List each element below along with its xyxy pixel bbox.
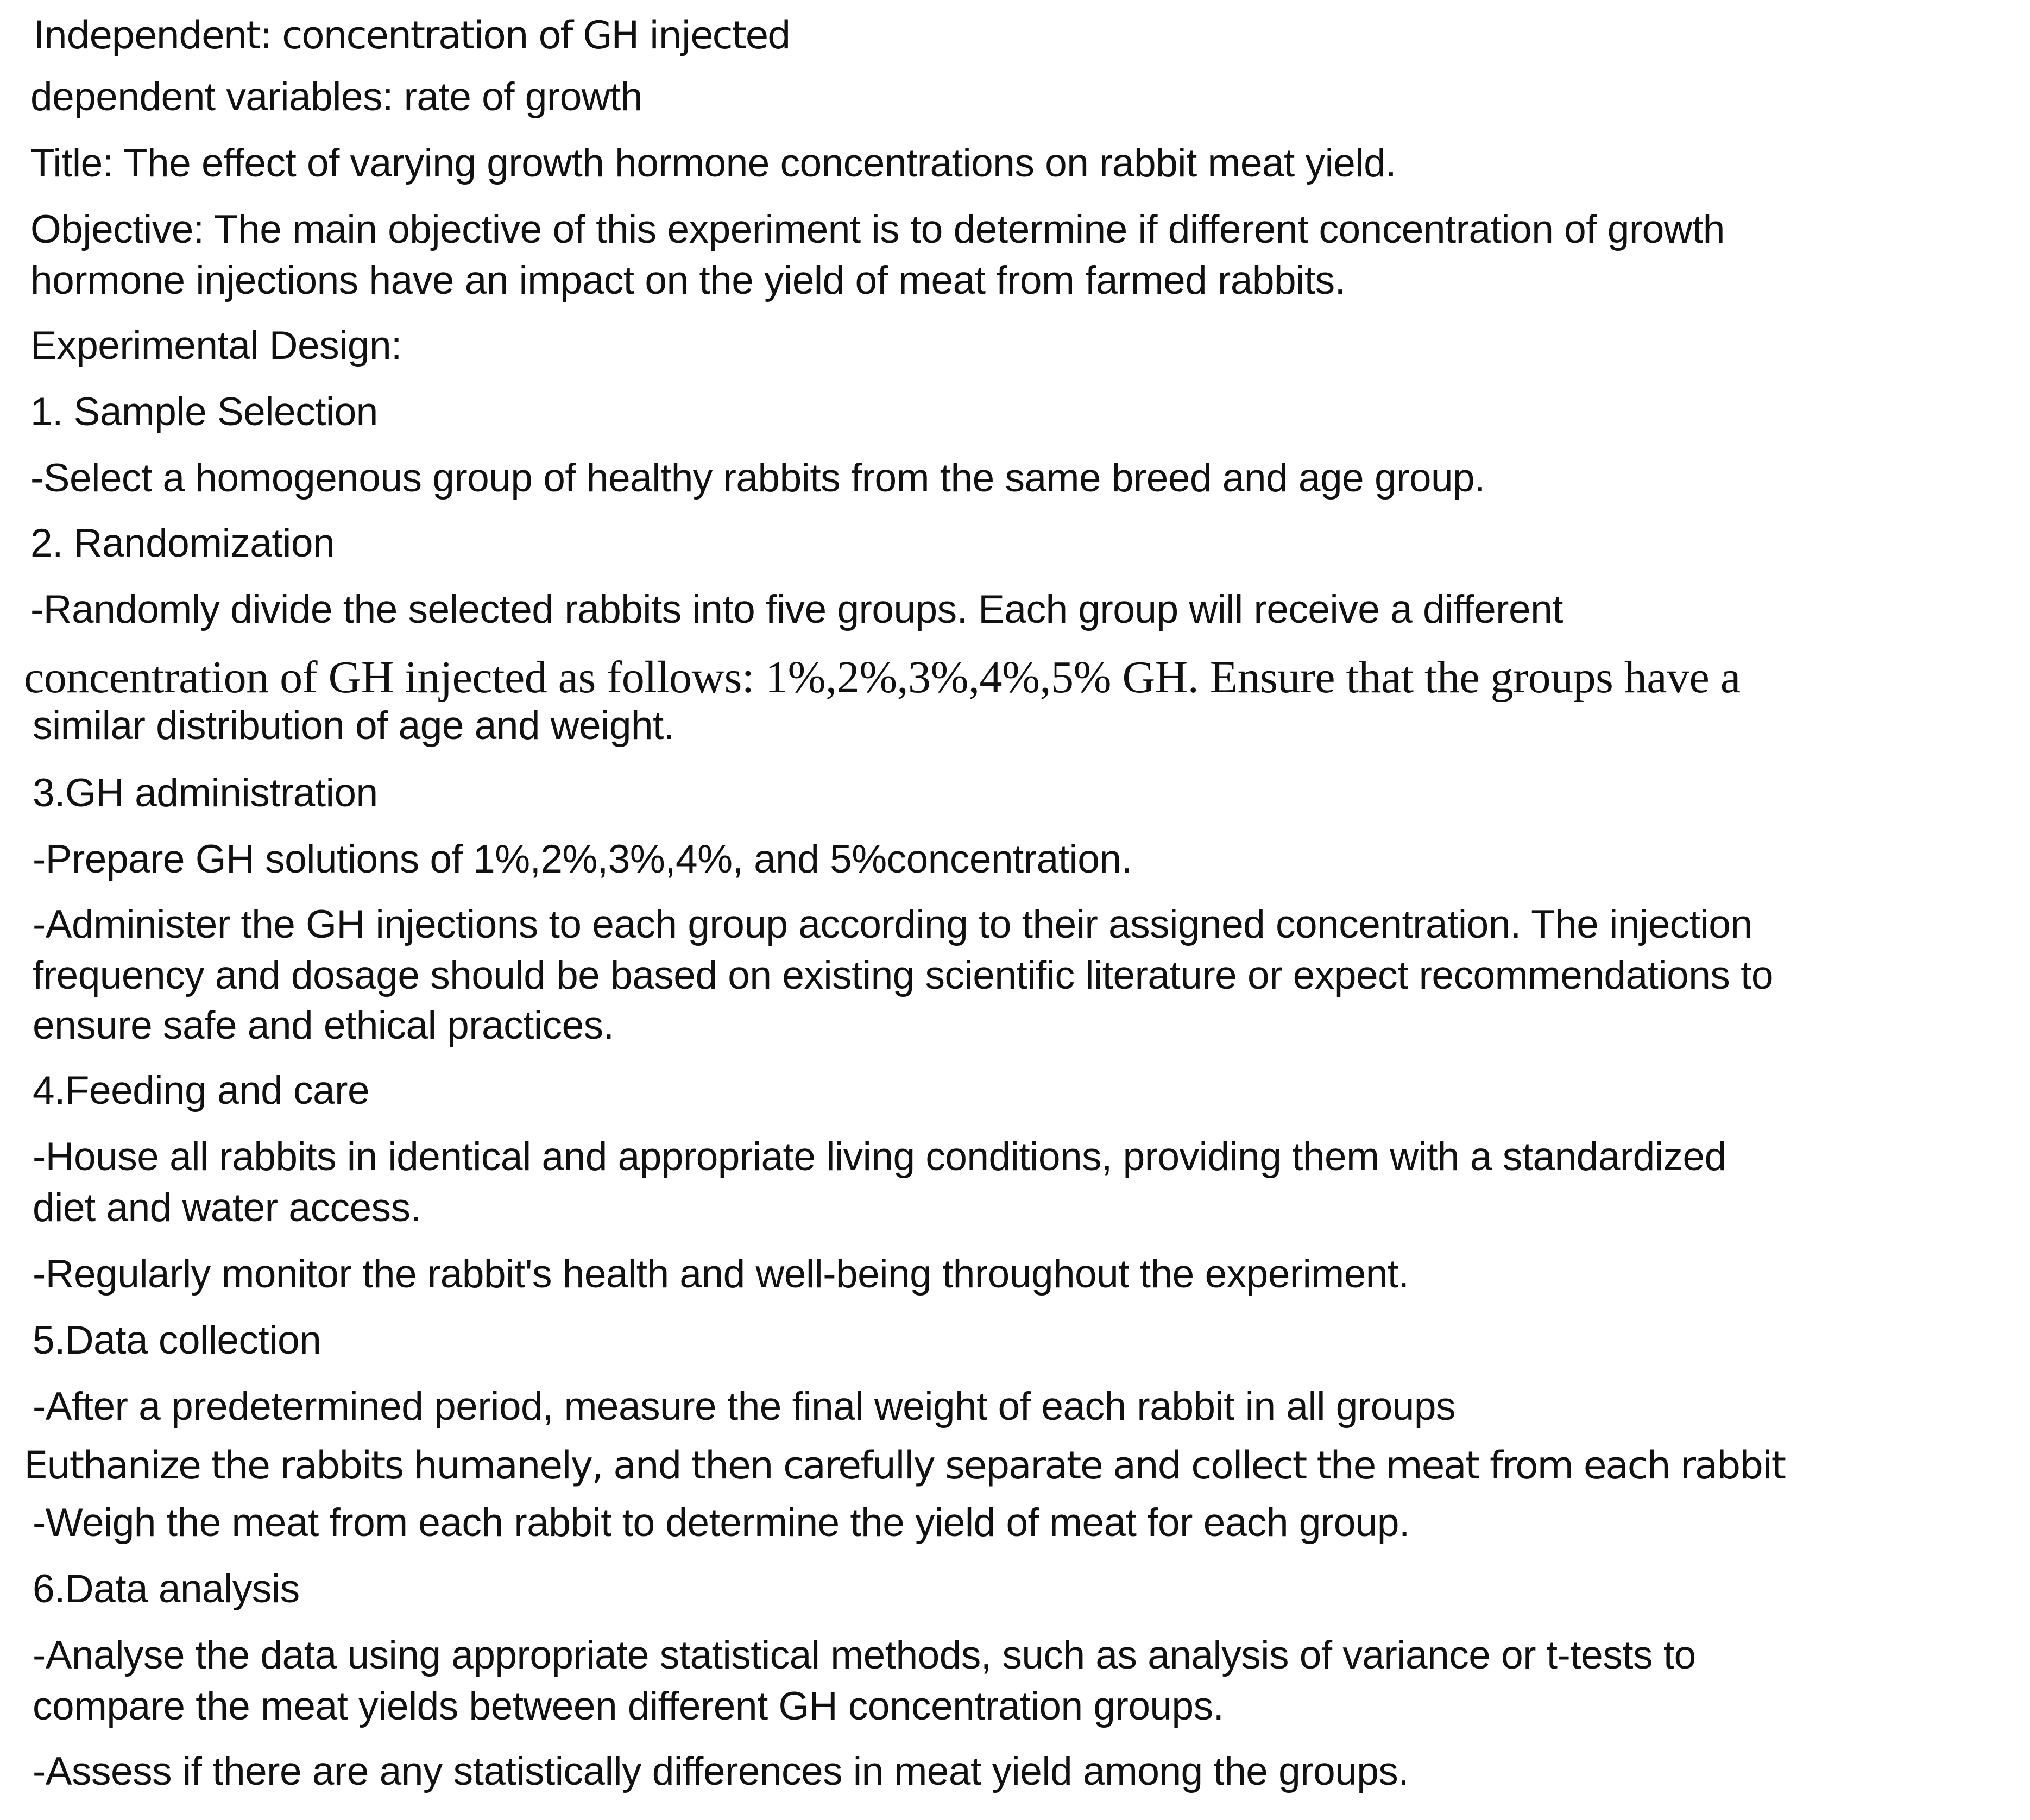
document-line: Experimental Design: — [30, 324, 402, 368]
document-line: -Analyse the data using appropriate statistical methods, such as analysis of variance or t-tests to — [33, 1633, 1696, 1677]
document-line: -Select a homogenous group of healthy rabbits from the same breed and age group. — [30, 456, 1485, 500]
document-line: -Assess if there are any statistically differences in meat yield among the groups. — [33, 1749, 1409, 1793]
document-line: 1. Sample Selection — [30, 390, 378, 434]
document-line: 5.Data collection — [33, 1318, 321, 1362]
document-line: Euthanize the rabbits humanely, and then carefully separate and collect the meat from each rabbit — [24, 1443, 1785, 1488]
document-line: dependent variables: rate of growth — [30, 75, 642, 119]
document-line: -After a predetermined period, measure the final weight of each rabbit in all groups — [33, 1385, 1455, 1429]
document-line: -Regularly monitor the rabbit's health and well-being throughout the experiment. — [33, 1252, 1409, 1296]
document-line: 4.Feeding and care — [33, 1069, 370, 1113]
document-line: Independent: concentration of GH injected — [34, 13, 790, 58]
document-line: compare the meat yields between different GH concentration groups. — [33, 1684, 1224, 1728]
document-line: -Administer the GH injections to each group according to their assigned concentration. The injection — [33, 902, 1752, 946]
document-line: similar distribution of age and weight. — [33, 704, 674, 748]
document-line: 6.Data analysis — [33, 1567, 300, 1611]
document-line: 3.GH administration — [33, 771, 378, 815]
document-line: -Prepare GH solutions of 1%,2%,3%,4%, and 5%concentration. — [33, 837, 1132, 881]
document-line: 2. Randomization — [30, 521, 335, 565]
document-line: -House all rabbits in identical and appropriate living conditions, providing them with a standardized — [33, 1135, 1726, 1179]
document-line: Objective: The main objective of this experiment is to determine if different concentration of growth — [30, 207, 1725, 251]
document-line: concentration of GH injected as follows: 1%,2%,3%,4%,5% GH. Ensure that the groups have a — [24, 652, 1741, 703]
document-line: frequency and dosage should be based on existing scientific literature or expect recommendations to — [33, 953, 1773, 997]
document-line: -Randomly divide the selected rabbits into five groups. Each group will receive a different — [30, 587, 1563, 631]
document-line: diet and water access. — [33, 1186, 421, 1230]
document-line: ensure safe and ethical practices. — [33, 1003, 614, 1047]
document-line: Title: The effect of varying growth hormone concentrations on rabbit meat yield. — [30, 141, 1396, 185]
document-line: hormone injections have an impact on the yield of meat from farmed rabbits. — [30, 258, 1346, 302]
document-line: -Weigh the meat from each rabbit to determine the yield of meat for each group. — [33, 1501, 1410, 1545]
